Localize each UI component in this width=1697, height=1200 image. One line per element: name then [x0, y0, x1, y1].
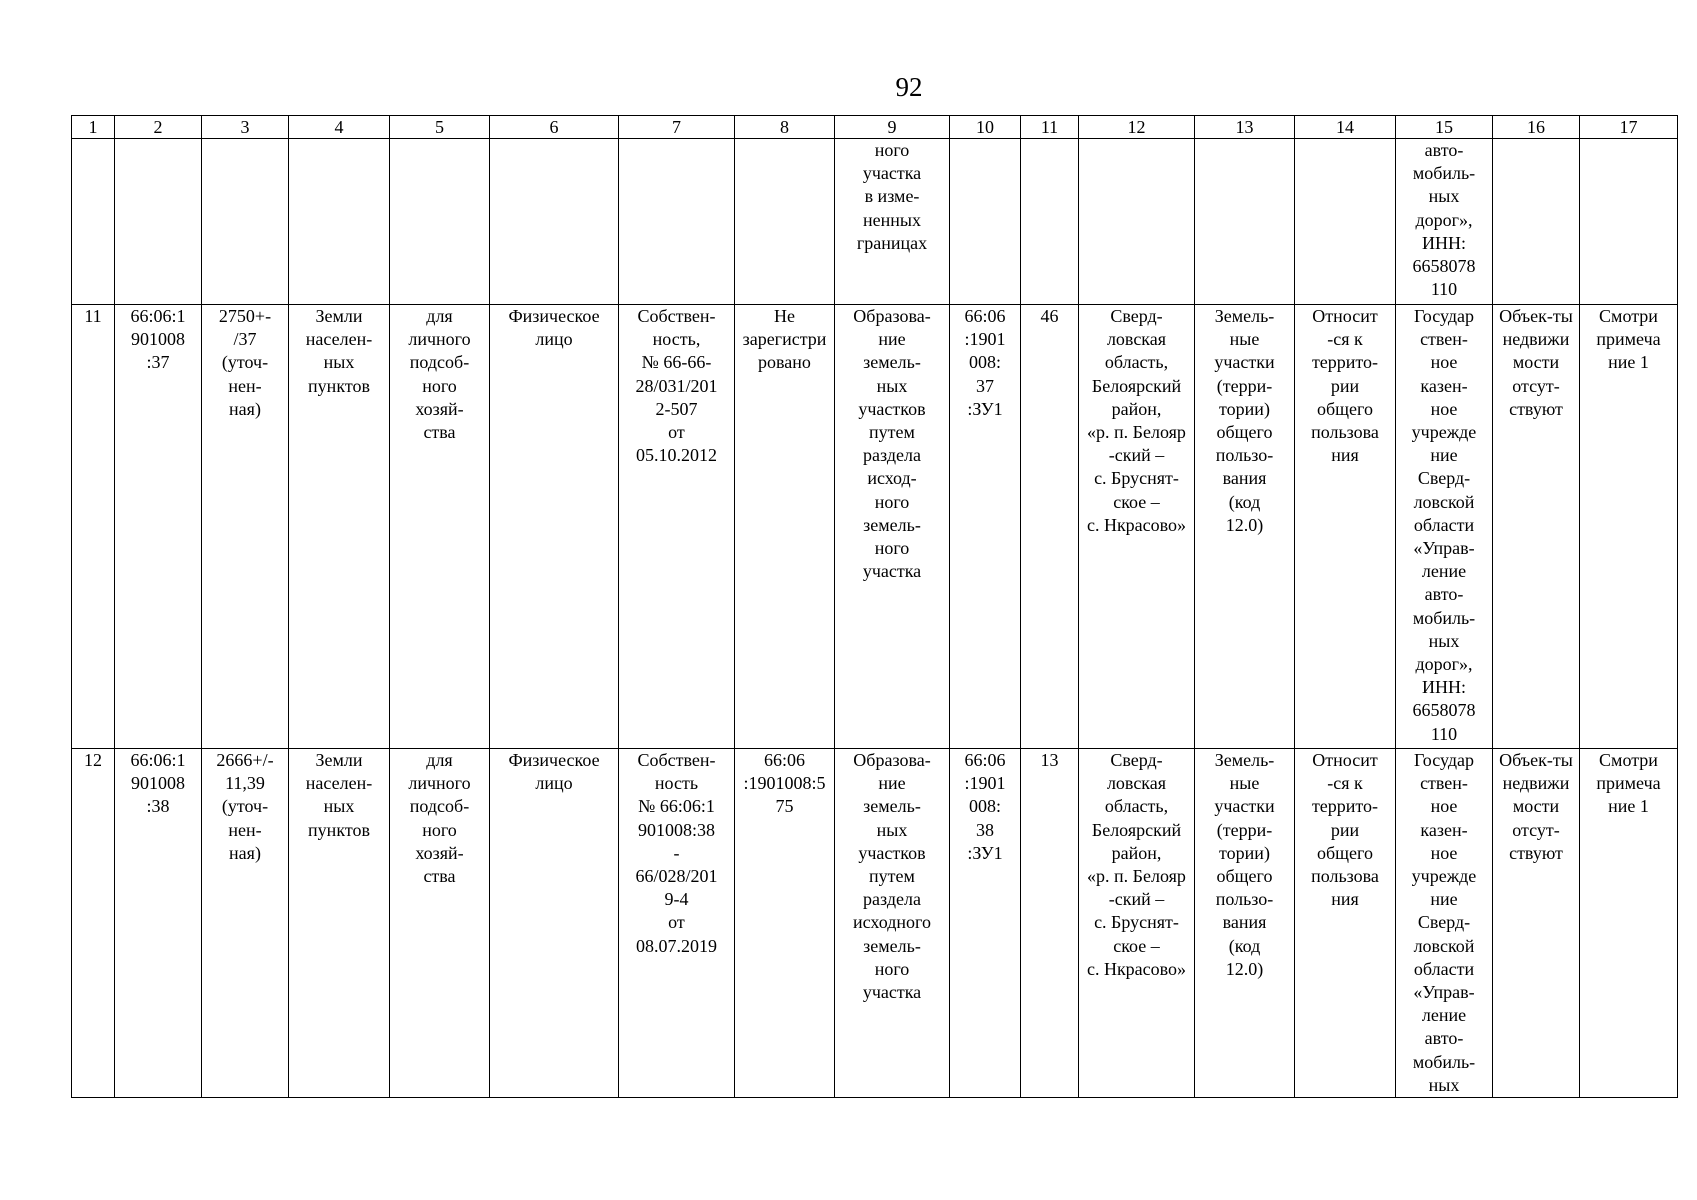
column-number-14: 14: [1295, 116, 1396, 139]
cell-col-5: для личного подсоб- ного хозяй- ства: [390, 305, 490, 749]
cell-col-8: [735, 139, 835, 305]
cell-col-15: Государ ствен- ное казен- ное учрежде ние Сверд- ловской области «Управ- ление авто- мобиль- ных дорог», ИНН: 6658078 110: [1396, 305, 1493, 749]
cell-col-15: Государ ствен- ное казен- ное учрежде ние Сверд- ловской области «Управ- ление авто- мобиль- ных: [1396, 749, 1493, 1098]
cell-col-5: [390, 139, 490, 305]
column-number-15: 15: [1396, 116, 1493, 139]
cell-col-3: 2666+/- 11,39 (уточ- нен- ная): [202, 749, 289, 1098]
cell-col-13: Земель- ные участки (терри- тории) общего пользо- вания (код 12.0): [1195, 749, 1295, 1098]
cell-col-17: Смотри примеча ние 1: [1580, 305, 1678, 749]
cell-col-4: Земли населен- ных пунктов: [289, 749, 390, 1098]
cell-col-13: Земель- ные участки (терри- тории) общего пользо- вания (код 12.0): [1195, 305, 1295, 749]
cell-col-2: 66:06:1 901008 :37: [115, 305, 202, 749]
column-number-4: 4: [289, 116, 390, 139]
cell-col-12: [1079, 139, 1195, 305]
cell-col-1: 11: [72, 305, 115, 749]
cell-col-7: Собствен- ность № 66:06:1 901008:38 - 66/028/201 9-4 от 08.07.2019: [619, 749, 735, 1098]
cell-col-8: 66:06 :1901008:5 75: [735, 749, 835, 1098]
cell-col-14: Относит -ся к террито- рии общего пользова ния: [1295, 305, 1396, 749]
column-number-1: 1: [72, 116, 115, 139]
column-number-7: 7: [619, 116, 735, 139]
column-number-6: 6: [490, 116, 619, 139]
cell-col-9: Образова- ние земель- ных участков путем раздела исходного земель- ного участка: [835, 749, 950, 1098]
page-number: 92: [895, 72, 923, 102]
column-number-13: 13: [1195, 116, 1295, 139]
cell-col-8: Не зарегистри ровано: [735, 305, 835, 749]
column-number-2: 2: [115, 116, 202, 139]
cell-col-3: [202, 139, 289, 305]
cell-col-1: 12: [72, 749, 115, 1098]
cell-col-12: Сверд- ловская область, Белоярский район, «р. п. Белояр -ский – с. Бруснят- ское – с. Нкрасово»: [1079, 749, 1195, 1098]
cell-col-1: [72, 139, 115, 305]
cell-col-7: [619, 139, 735, 305]
cell-col-2: [115, 139, 202, 305]
cell-col-5: для личного подсоб- ного хозяй- ства: [390, 749, 490, 1098]
column-number-9: 9: [835, 116, 950, 139]
cell-col-16: Объек-ты недвижи мости отсут- ствуют: [1493, 305, 1580, 749]
column-number-16: 16: [1493, 116, 1580, 139]
cell-col-4: [289, 139, 390, 305]
cell-col-17: Смотри примеча ние 1: [1580, 749, 1678, 1098]
cell-col-12: Сверд- ловская область, Белоярский район, «р. п. Белояр -ский – с. Бруснят- ское – с. Нкрасово»: [1079, 305, 1195, 749]
cell-col-10: 66:06 :1901 008: 37 :ЗУ1: [950, 305, 1021, 749]
column-number-17: 17: [1580, 116, 1678, 139]
cell-col-2: 66:06:1 901008 :38: [115, 749, 202, 1098]
cell-col-15: авто- мобиль- ных дорог», ИНН: 6658078 110: [1396, 139, 1493, 305]
column-number-8: 8: [735, 116, 835, 139]
cell-col-4: Земли населен- ных пунктов: [289, 305, 390, 749]
column-number-11: 11: [1021, 116, 1079, 139]
table-row-11: [72, 305, 1678, 749]
cell-col-14: [1295, 139, 1396, 305]
table-row-continuation: [72, 139, 1678, 305]
cell-col-14: Относит -ся к террито- рии общего пользова ния: [1295, 749, 1396, 1098]
cell-col-9: ного участка в изме- ненных границах: [835, 139, 950, 305]
cell-col-7: Собствен- ность, № 66-66- 28/031/201 2-507 от 05.10.2012: [619, 305, 735, 749]
column-number-10: 10: [950, 116, 1021, 139]
cell-col-6: Физическое лицо: [490, 749, 619, 1098]
cell-col-6: Физическое лицо: [490, 305, 619, 749]
cell-col-6: [490, 139, 619, 305]
cell-col-11: [1021, 139, 1079, 305]
cell-col-17: [1580, 139, 1678, 305]
cell-col-13: [1195, 139, 1295, 305]
table-row-12: [72, 749, 1678, 1098]
cell-col-10: 66:06 :1901 008: 38 :ЗУ1: [950, 749, 1021, 1098]
land-plots-table: [71, 115, 1678, 1098]
cell-col-9: Образова- ние земель- ных участков путем раздела исход- ного земель- ного участка: [835, 305, 950, 749]
cell-col-16: Объек-ты недвижи мости отсут- ствуют: [1493, 749, 1580, 1098]
cell-col-3: 2750+- /37 (уточ- нен- ная): [202, 305, 289, 749]
column-number-3: 3: [202, 116, 289, 139]
column-number-row: [72, 116, 1678, 139]
cell-col-10: [950, 139, 1021, 305]
column-number-12: 12: [1079, 116, 1195, 139]
column-number-5: 5: [390, 116, 490, 139]
cell-col-11: 46: [1021, 305, 1079, 749]
cell-col-16: [1493, 139, 1580, 305]
cell-col-11: 13: [1021, 749, 1079, 1098]
